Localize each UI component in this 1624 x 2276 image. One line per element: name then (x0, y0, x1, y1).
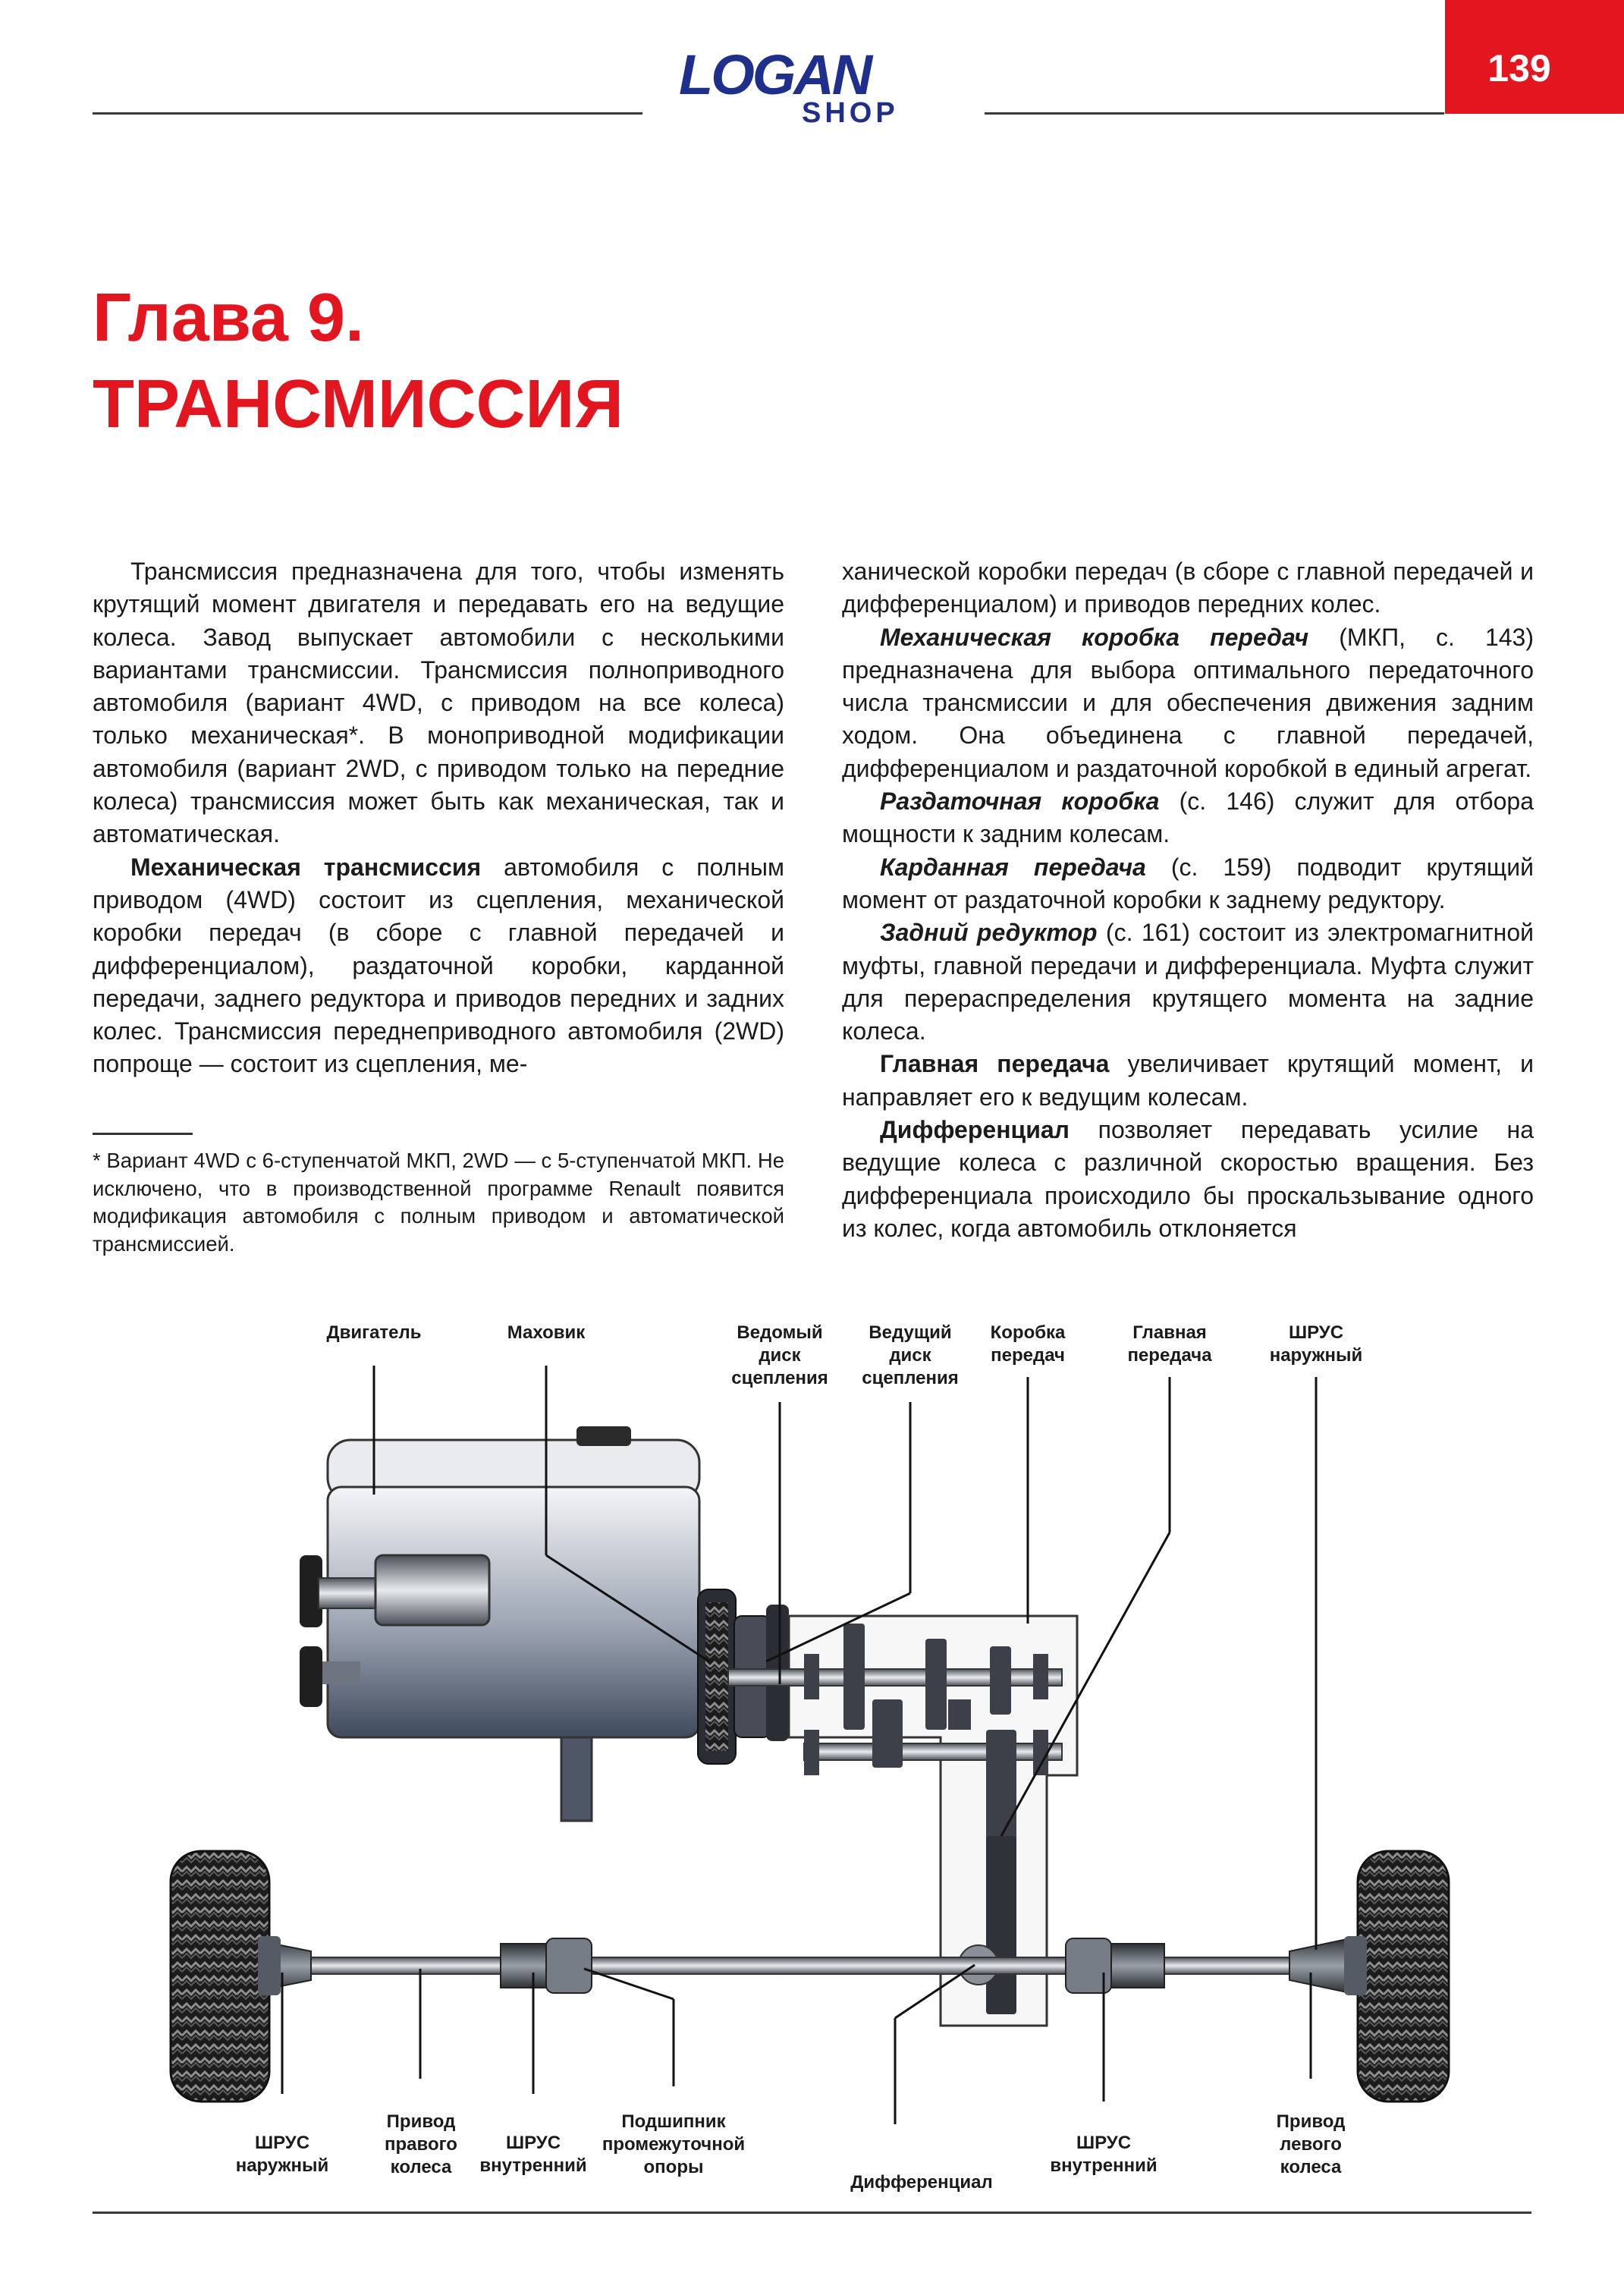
footnote-rule (93, 1133, 193, 1135)
rear-reducer-paragraph (842, 916, 1534, 1048)
label-flywheel: Маховик (507, 1322, 586, 1343)
right-wheel (171, 1851, 281, 2102)
right-column (842, 555, 1534, 1245)
label-cv-outer-top: ШРУС наружный (1269, 1322, 1363, 1366)
differential-text: позволяет передавать усилие на ведущие колеса с различной скоростью вращения. Без дифференциала происходило бы проскальзывание одного из колес, когда автомобиль отклоняется (842, 1116, 1534, 1242)
label-left-wheel-drive: Привод левого колеса (1276, 2111, 1346, 2177)
cardan-text: (с. 159) подводит крутящий момент от раздаточной коробки к заднему редуктору. (842, 853, 1534, 913)
label-differential: Дифференциал (850, 2172, 993, 2193)
manual-transmission-text: автомобиля с полным приводом (4WD) состоит из сцепления, механической коробки передач (в сборе с главной передачей и дифференциалом), раздаточной коробки, карданной передачи, заднего редуктора и приводов передних и задних колес. Трансмиссия переднеприводного автомобиля (2WD) попроще — состоит из сцепления, ме- (93, 853, 785, 1078)
label-cv-inner-left: ШРУС внутренний (479, 2133, 587, 2176)
logo-main-text: LOGAN (679, 43, 871, 106)
label-drive-disc: Ведущий диск сцепления (862, 1322, 959, 1388)
label-driven-disc: Ведомый диск сцепления (731, 1322, 828, 1388)
page-number-badge (1445, 0, 1624, 114)
header-rule-left (93, 112, 642, 115)
logan-shop-logo (679, 43, 960, 130)
label-support-bearing: Подшипник промежуточной опоры (602, 2111, 746, 2177)
footnote: * Вариант 4WD с 6-ступенчатой МКП, 2WD — с 5-ступенчатой МКП. Не исключено, что в производственной программе Renault появится модификация автомобиля с полным приводом и автоматической трансмиссией. (93, 1149, 784, 1256)
term-rear-reducer: Задний редуктор (880, 919, 1098, 947)
manual-transmission-paragraph (93, 851, 784, 1081)
label-engine: Двигатель (326, 1322, 422, 1343)
header-rule-right (985, 112, 1444, 115)
label-cv-inner-right: ШРУС внутренний (1050, 2133, 1158, 2176)
label-right-wheel-drive: Привод правого колеса (385, 2111, 457, 2177)
cardan-paragraph (842, 851, 1534, 917)
intro-paragraph: Трансмиссия предназначена для того, чтобы изменять крутящий момент двигателя и передавать его на ведущие колеса. Завод выпускает автомобили с несколькими вариантами трансмиссии. Трансмиссия полноприводного автомобиля (вариант 4WD, с приводом на все колеса) только механическая*. В моноприводной модификации автомобиля (вариант 2WD, с приводом только на передние колеса) трансмиссия может быть как механическая, так и автоматическая. (93, 558, 784, 848)
transfer-case-paragraph (842, 785, 1534, 851)
page-number: 139 (1487, 47, 1551, 90)
chapter-title (93, 275, 624, 448)
label-gearbox: Коробка передач (990, 1322, 1066, 1366)
term-cardan: Карданная передача (880, 853, 1146, 881)
term-differential: Дифференциал (880, 1116, 1070, 1144)
label-final-drive: Главная передача (1127, 1322, 1212, 1366)
transmission-diagram (0, 1305, 1624, 2200)
chapter-number: Глава 9. (93, 280, 365, 356)
gearbox-paragraph (842, 621, 1534, 785)
left-wheel (1344, 1851, 1449, 2102)
rear-reducer-text: (с. 161) состоит из электромагнитной муфты, главной передачи и дифференциала. Муфта служит для перераспределения крутящего момента на задние колеса. (842, 919, 1534, 1045)
differential-paragraph (842, 1114, 1534, 1245)
label-cv-outer-bottom: ШРУС наружный (235, 2133, 329, 2176)
chapter-name: ТРАНСМИССИЯ (93, 366, 624, 442)
term-gearbox: Механическая коробка передач (880, 623, 1309, 651)
transmission-drawing (0, 1305, 1624, 2200)
left-column (93, 555, 784, 1081)
term-final-drive: Главная передача (880, 1050, 1110, 1078)
term-manual-transmission: Механическая трансмиссия (130, 853, 482, 881)
final-drive-paragraph (842, 1048, 1534, 1114)
drive-shafts (243, 1957, 1350, 1974)
transfer-case-text: (с. 146) служит для отбора мощности к задним колесам. (842, 787, 1534, 848)
final-drive-text: увеличивает крутящий момент, и направляет его к ведущим колесам. (842, 1050, 1534, 1111)
logo-sub-text: SHOP (802, 97, 899, 129)
footer-rule (93, 2212, 1531, 2214)
gearbox-text: (МКП, с. 143) предназначена для выбора оптимального передаточного числа трансмиссии и для обеспечения движения задним ходом. Она объединена с главной передачей, дифференциалом и раздаточной коробкой в единый агрегат. (842, 623, 1534, 782)
continuation-paragraph: ханической коробки передач (в сборе с главной передачей и дифференциалом) и приводов передних колес. (842, 558, 1534, 618)
term-transfer-case: Раздаточная коробка (880, 787, 1160, 816)
